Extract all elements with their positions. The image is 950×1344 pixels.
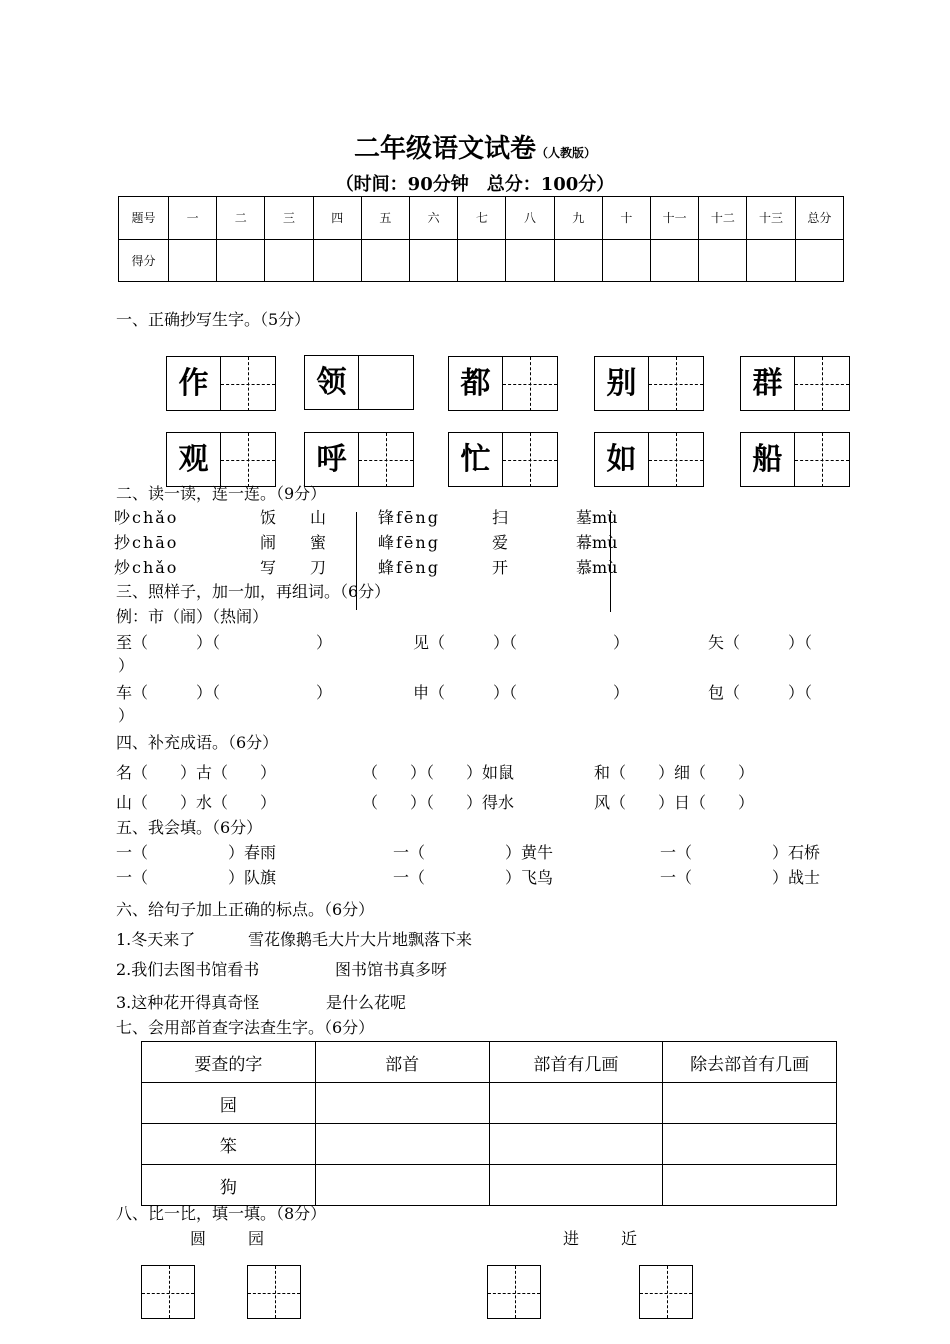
model-char: 忙 bbox=[449, 433, 503, 487]
answer-cell[interactable] bbox=[315, 1124, 489, 1165]
sentence-part: 图书馆书真多呀 bbox=[335, 960, 448, 979]
match-item: 饭 bbox=[260, 508, 277, 527]
writing-box[interactable] bbox=[649, 357, 703, 411]
score-col: 总分 bbox=[795, 197, 843, 240]
section-5-heading: 五、我会填。（6分） bbox=[116, 818, 263, 837]
answer-cell[interactable] bbox=[489, 1083, 663, 1124]
idiom-line[interactable]: 风（ ）日（ ） bbox=[594, 793, 755, 812]
score-cell[interactable] bbox=[265, 239, 313, 282]
copy-cell bbox=[166, 356, 276, 411]
writing-box[interactable] bbox=[141, 1265, 195, 1319]
copy-cell bbox=[304, 355, 414, 410]
score-col: 七 bbox=[458, 197, 506, 240]
sentence-part: 3.这种花开得真奇怪 bbox=[116, 993, 260, 1012]
model-char: 作 bbox=[167, 357, 221, 411]
match-item: 吵chǎo bbox=[114, 508, 179, 527]
measure-line[interactable]: 一（ ）石桥 bbox=[660, 843, 821, 862]
score-col: 三 bbox=[265, 197, 313, 240]
answer-cell[interactable] bbox=[315, 1083, 489, 1124]
match-item: 闹 bbox=[260, 533, 277, 552]
fill-line[interactable]: 见（ ）（ ） bbox=[413, 633, 630, 652]
writing-box[interactable] bbox=[359, 356, 413, 410]
radical-header: 部首 bbox=[315, 1042, 489, 1083]
idiom-line[interactable]: （ ）（ ）得水 bbox=[362, 793, 515, 812]
example-line: 例：市（闹）（热闹） bbox=[116, 607, 269, 626]
writing-box[interactable] bbox=[359, 433, 413, 487]
answer-cell[interactable] bbox=[663, 1124, 837, 1165]
copy-cell bbox=[166, 432, 276, 487]
match-item: 峰fēng bbox=[378, 533, 440, 552]
score-col: 四 bbox=[313, 197, 361, 240]
score-cell[interactable] bbox=[458, 239, 506, 282]
measure-line[interactable]: 一（ ）春雨 bbox=[116, 843, 277, 862]
radical-header: 要查的字 bbox=[142, 1042, 316, 1083]
score-cell[interactable] bbox=[410, 239, 458, 282]
score-value-row bbox=[119, 239, 844, 282]
score-col: 一 bbox=[169, 197, 217, 240]
writing-box[interactable] bbox=[503, 433, 557, 487]
score-row-label: 题号 bbox=[119, 197, 169, 240]
match-item: 慕mù bbox=[576, 558, 618, 577]
column-divider bbox=[610, 512, 611, 612]
measure-line[interactable]: 一（ ）飞鸟 bbox=[393, 868, 554, 887]
compare-char: 圆 bbox=[190, 1229, 207, 1248]
score-cell[interactable] bbox=[747, 239, 795, 282]
score-cell[interactable] bbox=[217, 239, 265, 282]
writing-box[interactable] bbox=[795, 433, 849, 487]
section-7-heading: 七、会用部首查字法查生字。（6分） bbox=[116, 1018, 375, 1037]
title-note: （人教版） bbox=[536, 146, 597, 160]
radical-header: 除去部首有几画 bbox=[663, 1042, 837, 1083]
measure-line[interactable]: 一（ ）战士 bbox=[660, 868, 821, 887]
compare-char: 园 bbox=[248, 1229, 265, 1248]
page-subtitle: （时间：90分钟 总分：100分） bbox=[335, 174, 615, 195]
answer-cell[interactable] bbox=[489, 1165, 663, 1206]
score-cell[interactable] bbox=[602, 239, 650, 282]
score-col: 九 bbox=[554, 197, 602, 240]
writing-box[interactable] bbox=[795, 357, 849, 411]
score-row-label: 得分 bbox=[119, 239, 169, 282]
copy-cell bbox=[304, 432, 414, 487]
copy-cell bbox=[740, 356, 850, 411]
sentence-part: 2.我们去图书馆看书 bbox=[116, 960, 260, 979]
radical-header: 部首有几画 bbox=[489, 1042, 663, 1083]
writing-box[interactable] bbox=[221, 357, 275, 411]
score-col: 十三 bbox=[747, 197, 795, 240]
model-char: 群 bbox=[741, 357, 795, 411]
answer-cell[interactable] bbox=[663, 1165, 837, 1206]
score-table bbox=[118, 196, 844, 282]
model-char: 领 bbox=[305, 356, 359, 410]
model-char: 呼 bbox=[305, 433, 359, 487]
match-item: 开 bbox=[492, 558, 509, 577]
radical-char: 园 bbox=[142, 1083, 316, 1124]
score-cell[interactable] bbox=[795, 239, 843, 282]
score-cell[interactable] bbox=[361, 239, 409, 282]
score-col: 六 bbox=[410, 197, 458, 240]
radical-row bbox=[142, 1165, 837, 1206]
section-6-heading: 六、给句子加上正确的标点。（6分） bbox=[116, 900, 375, 919]
model-char: 别 bbox=[595, 357, 649, 411]
score-col: 二 bbox=[217, 197, 265, 240]
model-char: 如 bbox=[595, 433, 649, 487]
writing-box[interactable] bbox=[503, 357, 557, 411]
fill-line[interactable]: 申（ ）（ ） bbox=[413, 683, 630, 702]
section-8-heading: 八、比一比，填一填。（8分） bbox=[116, 1204, 327, 1223]
score-col: 五 bbox=[361, 197, 409, 240]
match-item: 锋fēng bbox=[378, 508, 440, 527]
idiom-line[interactable]: 和（ ）细（ ） bbox=[594, 763, 755, 782]
fill-line-wrap: ） bbox=[118, 706, 135, 725]
writing-box[interactable] bbox=[639, 1265, 693, 1319]
section-3-heading: 三、照样子，加一加，再组词。（6分） bbox=[116, 582, 391, 601]
copy-cell bbox=[740, 432, 850, 487]
score-cell[interactable] bbox=[651, 239, 699, 282]
match-item: 山 bbox=[310, 508, 327, 527]
writing-box[interactable] bbox=[649, 433, 703, 487]
section-2-heading: 二、读一读，连一连。（9分） bbox=[116, 484, 327, 503]
fill-line[interactable]: 至（ ）（ ） bbox=[116, 633, 333, 652]
match-item: 扫 bbox=[492, 508, 509, 527]
writing-box[interactable] bbox=[221, 433, 275, 487]
score-cell[interactable] bbox=[699, 239, 747, 282]
score-cell[interactable] bbox=[169, 239, 217, 282]
compare-char: 进 bbox=[563, 1229, 580, 1248]
radical-char: 笨 bbox=[142, 1124, 316, 1165]
match-item: 写 bbox=[260, 558, 277, 577]
score-col: 十二 bbox=[699, 197, 747, 240]
fill-line[interactable]: 包（ ）（ bbox=[708, 683, 813, 702]
answer-cell[interactable] bbox=[315, 1165, 489, 1206]
writing-box[interactable] bbox=[247, 1265, 301, 1319]
sentence-part: 雪花像鹅毛大片大片地飘落下来 bbox=[248, 930, 473, 949]
match-item: 抄chāo bbox=[114, 533, 179, 552]
measure-line[interactable]: 一（ ）队旗 bbox=[116, 868, 277, 887]
measure-line[interactable]: 一（ ）黄牛 bbox=[393, 843, 554, 862]
copy-cell bbox=[448, 356, 558, 411]
writing-box[interactable] bbox=[487, 1265, 541, 1319]
score-cell[interactable] bbox=[313, 239, 361, 282]
copy-cell bbox=[448, 432, 558, 487]
match-item: 刀 bbox=[310, 558, 327, 577]
match-item: 蜜 bbox=[310, 533, 327, 552]
match-item: 炒chǎo bbox=[114, 558, 179, 577]
sentence-part: 1.冬天来了 bbox=[116, 930, 196, 949]
copy-cell bbox=[594, 432, 704, 487]
score-col: 八 bbox=[506, 197, 554, 240]
radical-row bbox=[142, 1083, 837, 1124]
score-cell[interactable] bbox=[506, 239, 554, 282]
title-text: 二年级语文试卷 bbox=[353, 134, 536, 164]
sentence-part: 是什么花呢 bbox=[326, 993, 407, 1012]
model-char: 船 bbox=[741, 433, 795, 487]
compare-char: 近 bbox=[621, 1229, 638, 1248]
fill-line-wrap: ） bbox=[118, 656, 135, 675]
answer-cell[interactable] bbox=[663, 1083, 837, 1124]
score-col: 十 bbox=[602, 197, 650, 240]
model-char: 都 bbox=[449, 357, 503, 411]
score-header-row bbox=[119, 197, 844, 240]
fill-line[interactable]: 矢（ ）（ bbox=[708, 633, 813, 652]
score-col: 十一 bbox=[651, 197, 699, 240]
idiom-line[interactable]: 山（ ）水（ ） bbox=[116, 793, 277, 812]
match-item: 爱 bbox=[492, 533, 509, 552]
radical-char: 狗 bbox=[142, 1165, 316, 1206]
section-4-heading: 四、补充成语。（6分） bbox=[116, 733, 279, 752]
fill-line[interactable]: 车（ ）（ ） bbox=[116, 683, 333, 702]
section-1-heading: 一、正确抄写生字。（5分） bbox=[116, 310, 311, 329]
idiom-line[interactable]: （ ）（ ）如鼠 bbox=[362, 763, 515, 782]
score-cell[interactable] bbox=[554, 239, 602, 282]
model-char: 观 bbox=[167, 433, 221, 487]
match-item: 幕mù bbox=[576, 533, 618, 552]
radical-header-row bbox=[142, 1042, 837, 1083]
match-item: 蜂fēng bbox=[378, 558, 440, 577]
idiom-line[interactable]: 名（ ）古（ ） bbox=[116, 763, 277, 782]
answer-cell[interactable] bbox=[489, 1124, 663, 1165]
radical-table bbox=[141, 1041, 837, 1206]
match-item: 墓mù bbox=[576, 508, 618, 527]
copy-cell bbox=[594, 356, 704, 411]
radical-row bbox=[142, 1124, 837, 1165]
page-title bbox=[0, 128, 950, 165]
